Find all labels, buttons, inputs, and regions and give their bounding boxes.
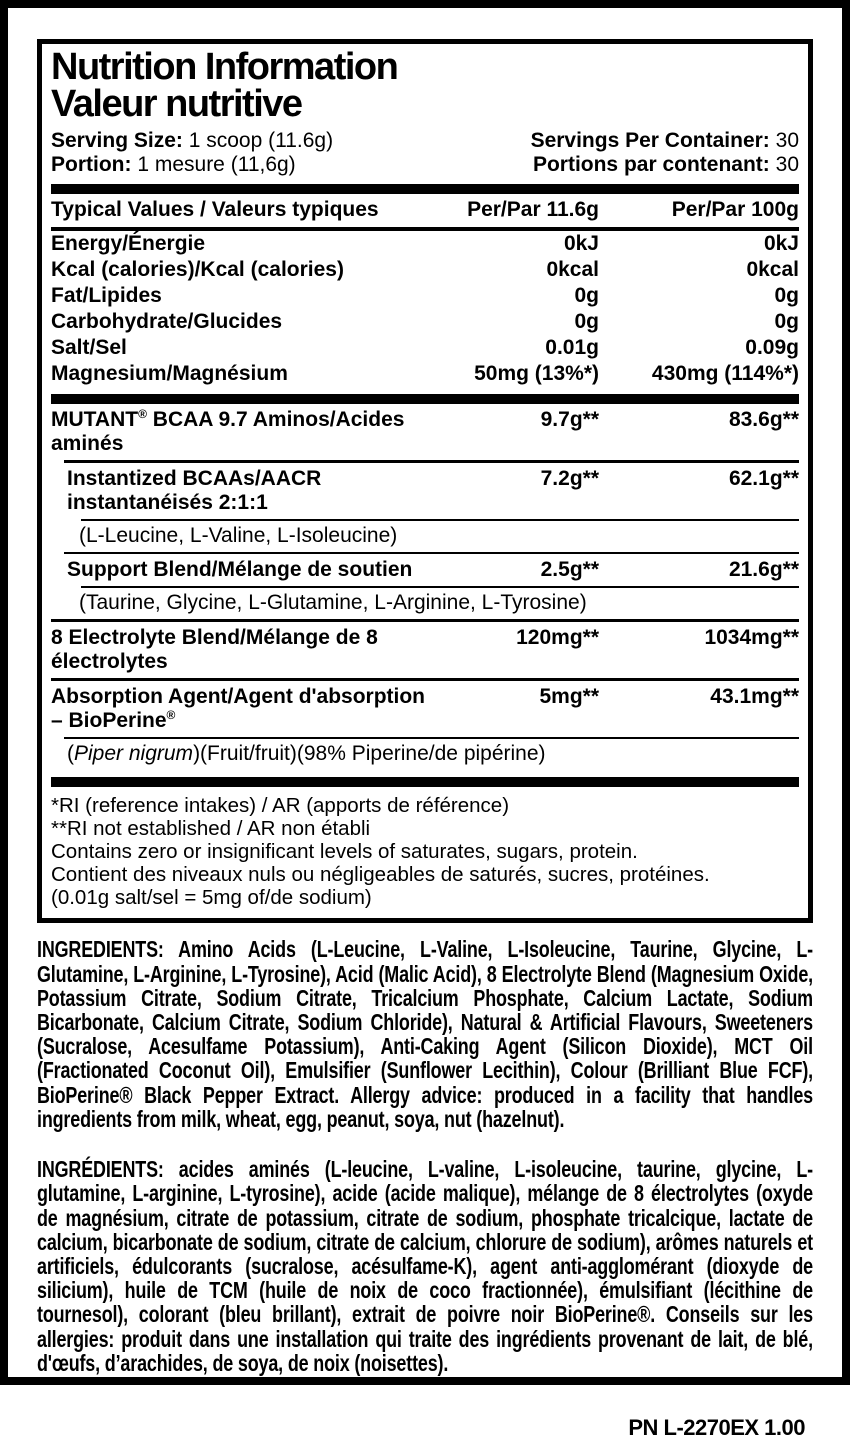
servings-per-container-en	[531, 129, 799, 153]
nutrient-rows	[51, 231, 799, 387]
table-row	[51, 309, 799, 335]
composition-row-bioperine	[51, 739, 799, 770]
nutrient-label: Kcal (calories)/Kcal (calories)	[51, 258, 344, 282]
panel-title-fr: Valeur nutritive	[51, 83, 302, 126]
nutrient-per-100g: 0g	[774, 310, 799, 334]
blend-per-100g: 43.1mg**	[710, 685, 799, 709]
blend-per-100g: 21.6g**	[728, 558, 799, 582]
footnote-line: *RI (reference intakes) / AR (apports de référence)	[51, 794, 510, 818]
nutrient-per-serving: 0kJ	[563, 232, 599, 256]
blend-label: Instantized BCAAs/AACR instantanéisés 2:1:1	[67, 467, 322, 515]
composition-text: (Taurine, Glycine, L-Glutamine, L-Arginine, L-Tyrosine)	[79, 591, 587, 615]
blend-label: MUTANT® BCAA 9.7 Aminos/Acides aminés	[51, 407, 405, 456]
table-header-col2: Per/Par 100g	[671, 198, 799, 222]
ingredients-en-block	[37, 937, 813, 1131]
blend-label: 8 Electrolyte Blend/Mélange de 8 électrolytes	[51, 626, 378, 674]
divider-thick-top	[51, 184, 799, 194]
panel-title-en: Nutrition Information	[51, 46, 398, 88]
nutrient-per-100g: 430mg (114%*)	[651, 362, 799, 386]
table-header-row	[51, 194, 799, 227]
composition-text: (Piper nigrum)(Fruit/fruit)(98% Piperine/de pipérine)	[67, 742, 546, 766]
blend-per-100g: 62.1g**	[728, 467, 799, 491]
blend-row-absorption	[51, 681, 799, 737]
table-row	[51, 257, 799, 283]
serving-size-fr	[51, 153, 333, 177]
servings-per-container-fr	[531, 153, 799, 177]
servings-per-container-block	[531, 129, 799, 177]
ingredients-fr-block	[37, 1157, 813, 1375]
nutrient-per-serving: 0g	[574, 284, 599, 308]
table-header-col1: Per/Par 11.6g	[467, 198, 599, 222]
blend-row-electrolyte	[51, 622, 799, 678]
product-code: PN L-2270EX 1.00	[628, 1414, 805, 1440]
footnote-line: (0.01g salt/sel = 5mg of/de sodium)	[51, 886, 372, 910]
footnote-line: Contains zero or insignificant levels of saturates, sugars, protein.	[51, 840, 638, 864]
nutrient-label: Carbohydrate/Glucides	[51, 310, 283, 334]
nutrient-per-100g: 0kJ	[763, 232, 799, 256]
blend-per-serving: 5mg**	[539, 685, 599, 709]
blend-label: Absorption Agent/Agent d'absorption – BioPerine®	[51, 685, 426, 733]
divider-thick-blends	[51, 394, 799, 404]
blend-row-instantized-bcaas	[51, 463, 799, 519]
nutrient-per-serving: 0kcal	[546, 258, 599, 282]
servings-per-container-label-en: Servings Per Container:	[530, 129, 770, 153]
nutrient-per-100g: 0g	[774, 284, 799, 308]
nutrient-label: Magnesium/Magnésium	[51, 362, 288, 386]
composition-row-support	[51, 588, 799, 619]
blend-per-100g: 1034mg**	[704, 626, 799, 650]
table-row	[51, 335, 799, 361]
footnote-line: Contient des niveaux nuls ou négligeables de saturés, sucres, protéines.	[51, 863, 710, 887]
divider-thick-bottom	[51, 777, 799, 787]
table-row	[51, 231, 799, 257]
composition-row-bcaas	[51, 521, 799, 552]
serving-size-value-fr: 1 mesure (11,6g)	[137, 153, 296, 177]
blend-label: Support Blend/Mélange de soutien	[67, 558, 413, 582]
latin-name: Piper nigrum	[74, 742, 194, 766]
servings-per-container-value-en: 30	[775, 129, 799, 153]
blend-per-100g: 83.6g**	[728, 408, 799, 432]
nutrient-per-100g: 0.09g	[745, 336, 799, 360]
footnotes	[51, 794, 799, 909]
serving-info	[51, 129, 799, 177]
blend-per-serving: 7.2g**	[540, 467, 599, 491]
footnote-line: **RI not established / AR non établi	[51, 817, 371, 841]
serving-size-label-en: Serving Size:	[51, 129, 183, 153]
nutrient-per-serving: 0.01g	[545, 336, 599, 360]
serving-size-label-fr: Portion:	[51, 153, 132, 177]
blend-per-serving: 9.7g**	[540, 408, 599, 432]
composition-text: (L-Leucine, L-Valine, L-Isoleucine)	[79, 524, 398, 548]
blend-per-serving: 2.5g**	[540, 558, 599, 582]
serving-size-en	[51, 129, 333, 153]
ingredients-en-text: INGREDIENTS: Amino Acids (L-Leucine, L-Valine, L-Isoleucine, Taurine, Glycine, L-Glutamine, L-Arginine, L-Tyrosine), Acid (Malic Acid), 8 Electrolyte Blend (Magnesium Oxide, Potassium Citrate, Sodium Citrate, Tricalcium Phosphate, Calcium Lactate, Sodium Bicarbonate, Calcium Citrate, Sodium Chloride), Natural & Artificial Flavours, Sweeteners (Sucralose, Acesulfame Potassium), Anti-Caking Agent (Silicon Dioxide), MCT Oil (Fractionated Coconut Oil), Emulsifier (Sunflower Lecithin), Colour (Brilliant Blue FCF), BioPerine® Black Pepper Extract. Allergy advice: produced in a facility that handles ingredients from milk, wheat, egg, peanut, soya, nut (hazelnut).	[37, 936, 813, 1132]
table-row	[51, 361, 799, 387]
nutrient-per-serving: 50mg (13%*)	[474, 362, 599, 386]
servings-per-container-label-fr: Portions par contenant:	[532, 153, 770, 177]
serving-size-block	[51, 129, 333, 177]
blend-row-support	[51, 554, 799, 586]
blend-row-mutant-bcaa	[51, 404, 799, 460]
ingredients-fr-text: INGRÉDIENTS: acides aminés (L-leucine, L-valine, L-isoleucine, taurine, glycine, L-glutamine, L-arginine, L-tyrosine), acide (acide malique), mélange de 8 électrolytes (oxyde de magnésium, citrate de potassium, citrate de sodium, phosphate tricalcique, lactate de calcium, bicarbonate de sodium, citrate de calcium, chlorure de sodium), arômes naturels et artificiels, édulcorants (sucralose, acésulfame-K), agent anti-agglomérant (dioxyde de silicium), huile de TCM (huile de noix de coco fractionnée), émulsifiant (lécithine de tournesol), colorant (bleu brillant), extrait de poivre noir BioPerine®. Conseils sur les allergies: produit dans une installation qui traite des ingrédients provenant de lait, de blé, d'œufs, d’arachides, de soya, de noix (noisettes).	[37, 1156, 813, 1376]
nutrient-label: Energy/Énergie	[51, 232, 206, 256]
serving-size-value-en: 1 scoop (11.6g)	[188, 129, 334, 153]
nutrient-per-serving: 0g	[574, 310, 599, 334]
nutrient-label: Salt/Sel	[51, 336, 127, 360]
servings-per-container-value-fr: 30	[775, 153, 799, 177]
table-row	[51, 283, 799, 309]
nutrition-panel	[37, 39, 813, 923]
blend-per-serving: 120mg**	[516, 626, 599, 650]
table-header-label: Typical Values / Valeurs typiques	[51, 198, 379, 222]
nutrient-label: Fat/Lipides	[51, 284, 162, 308]
nutrient-per-100g: 0kcal	[746, 258, 799, 282]
